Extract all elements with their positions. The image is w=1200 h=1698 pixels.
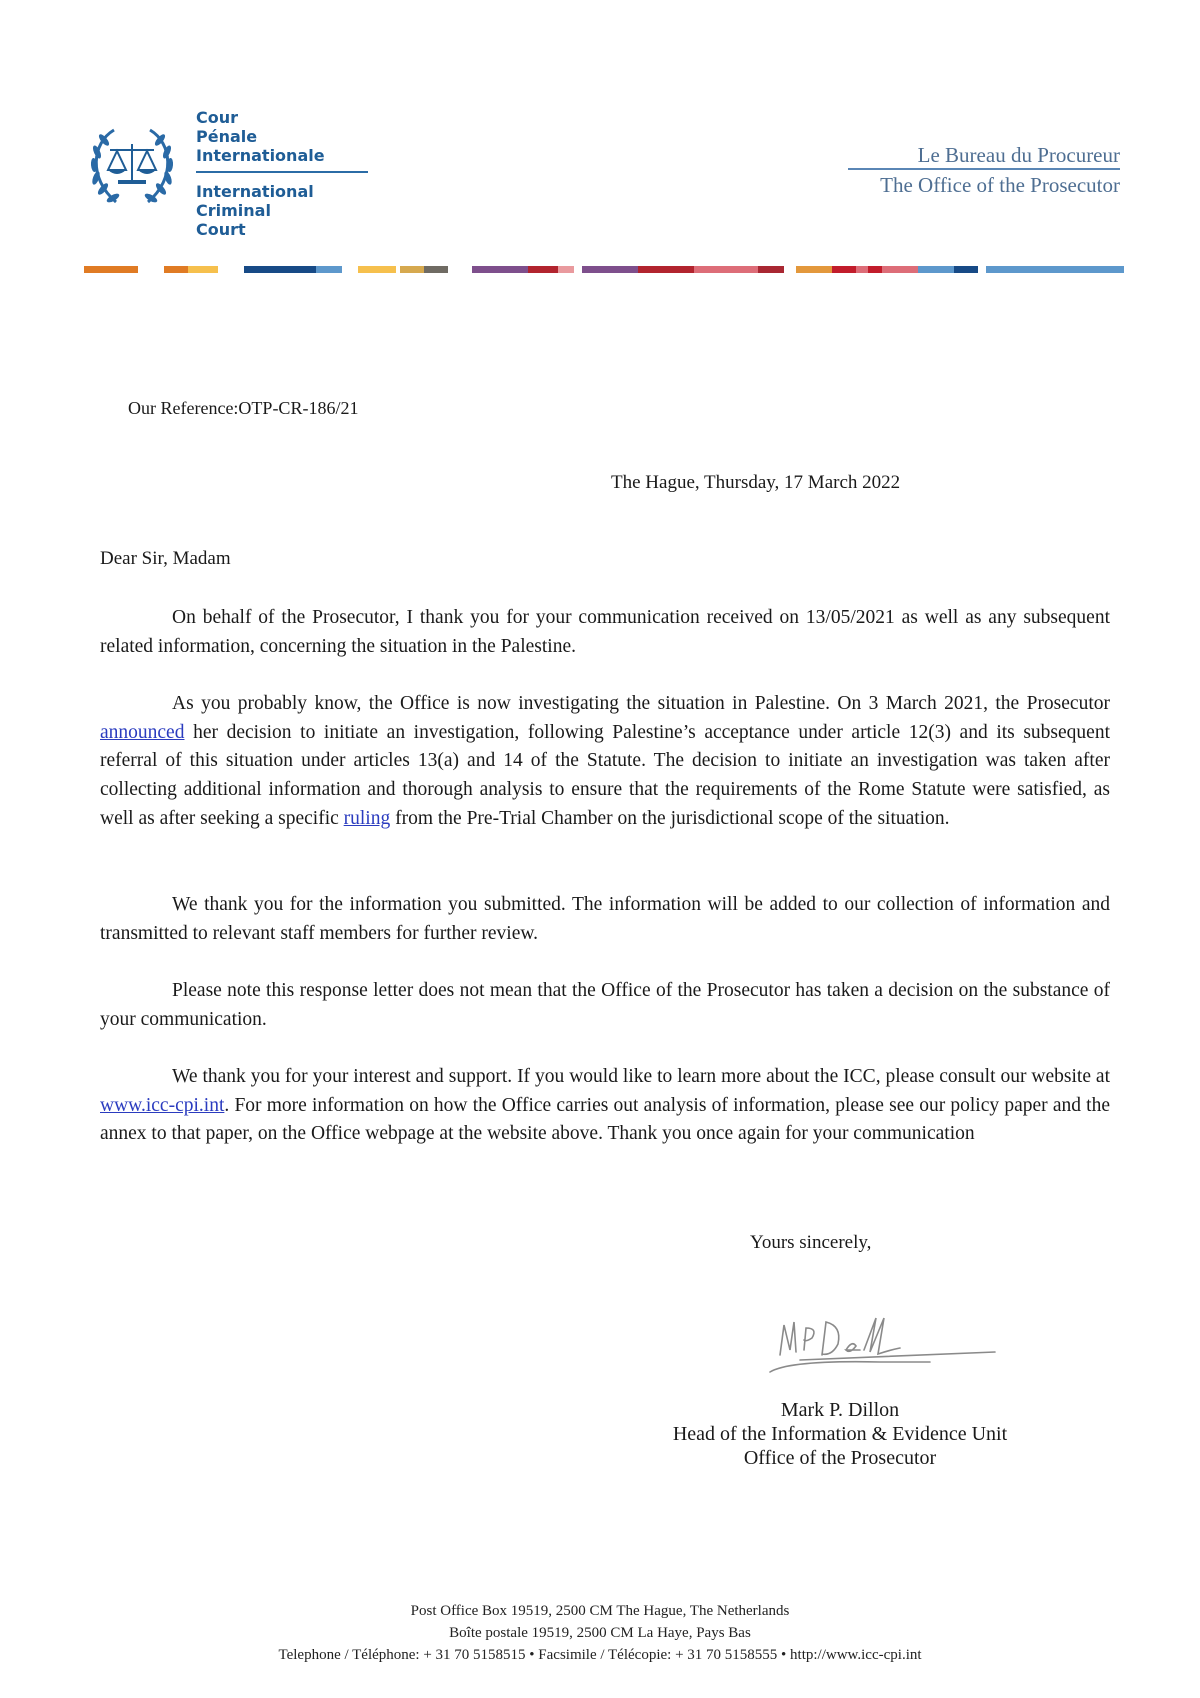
- office-name-french: Le Bureau du Procureur: [917, 143, 1120, 167]
- logo-text-english: [196, 182, 314, 239]
- announced-link[interactable]: announced: [100, 721, 185, 743]
- color-bar-segment: [954, 266, 978, 273]
- color-bar-segment: [694, 266, 758, 273]
- color-bar-segment: [424, 266, 448, 273]
- decorative-color-bar: [84, 266, 1124, 273]
- logo-text-french: [196, 108, 325, 165]
- logo-line: Criminal: [196, 201, 271, 220]
- logo-line: International: [196, 182, 314, 201]
- signature-block: [640, 1398, 1040, 1470]
- reference-number: Our Reference:OTP-CR-186/21: [128, 398, 359, 418]
- paragraph-text: We thank you for your interest and support. If you would like to learn more about the ICC, please consult our website at: [172, 1066, 1110, 1087]
- signer-title: Head of the Information & Evidence Unit: [672, 1423, 1008, 1445]
- signer-office: Office of the Prosecutor: [743, 1447, 937, 1469]
- color-bar-segment: [638, 266, 694, 273]
- color-bar-segment: [832, 266, 856, 273]
- paragraph-text: her decision to initiate an investigation, following Palestine’s acceptance under article 12(3) and its subsequent referral of this situation under articles 13(a) and 14 of the Statute. The decision to initiate an investigation was taken after collecting additional information and thorough analysis to ensure that the requirements of the Rome Statute were satisfied, as well as after seeking a specific: [100, 721, 1110, 829]
- color-bar-segment: [84, 266, 138, 273]
- paragraph-2: [100, 690, 1110, 834]
- footer-contact: Telephone / Téléphone: + 31 70 5158515 • Facsimile / Télécopie: + 31 70 5158555 • http://www.icc-cpi.int: [278, 1647, 922, 1663]
- color-bar-segment: [316, 266, 342, 273]
- color-bar-segment: [358, 266, 396, 273]
- office-heading: [880, 140, 1120, 200]
- office-divider: [848, 168, 1120, 170]
- signature-image: [760, 1310, 1010, 1390]
- logo-line: Court: [196, 220, 246, 239]
- paragraph-text: Please note this response letter does not mean that the Office of the Prosecutor has taken a decision on the substance of your communication.: [100, 980, 1110, 1030]
- letterhead-footer: [0, 1600, 1200, 1666]
- salutation: Dear Sir, Madam: [100, 548, 231, 569]
- letter-date: The Hague, Thursday, 17 March 2022: [611, 472, 901, 493]
- signer-name: Mark P. Dillon: [780, 1399, 900, 1421]
- logo-line: Internationale: [196, 146, 325, 165]
- paragraph-5: [100, 1063, 1110, 1149]
- footer-address-en: Post Office Box 19519, 2500 CM The Hague, The Netherlands: [410, 1603, 790, 1619]
- office-name-english: The Office of the Prosecutor: [880, 173, 1120, 197]
- color-bar-segment: [472, 266, 528, 273]
- logo-line: Pénale: [196, 127, 258, 146]
- color-bar-segment: [796, 266, 832, 273]
- paragraph-1: [100, 604, 1110, 661]
- color-bar-segment: [558, 266, 574, 273]
- color-bar-segment: [918, 266, 954, 273]
- paragraph-4: [100, 977, 1110, 1034]
- color-bar-segment: [528, 266, 558, 273]
- logo-line: Cour: [196, 108, 239, 127]
- icc-website-link[interactable]: www.icc-cpi.int: [100, 1094, 225, 1116]
- icc-emblem-icon: [84, 118, 180, 210]
- logo-divider: [196, 171, 368, 173]
- color-bar-segment: [882, 266, 918, 273]
- color-bar-segment: [758, 266, 784, 273]
- color-bar-segment: [400, 266, 424, 273]
- paragraph-text: . For more information on how the Office carries out analysis of information, please see our policy paper and the annex to that paper, on the Office webpage at the website above. Thank you once again for your communication: [100, 1094, 1110, 1145]
- paragraph-text: On behalf of the Prosecutor, I thank you for your communication received on 13/05/2021 as well as any subsequent related information, concerning the situation in the Palestine.: [100, 607, 1110, 657]
- color-bar-segment: [244, 266, 316, 273]
- paragraph-text: As you probably know, the Office is now investigating the situation in Palestine. On 3 March 2021, the Prosecutor: [172, 693, 1110, 714]
- paragraph-3: [100, 891, 1110, 948]
- color-bar-segment: [582, 266, 638, 273]
- ruling-link[interactable]: ruling: [343, 807, 391, 829]
- color-bar-segment: [868, 266, 882, 273]
- closing: Yours sincerely,: [750, 1232, 872, 1253]
- paragraph-text: We thank you for the information you submitted. The information will be added to our collection of information and transmitted to relevant staff members for further review.: [100, 894, 1110, 944]
- paragraph-text: from the Pre-Trial Chamber on the jurisdictional scope of the situation.: [390, 807, 950, 829]
- color-bar-segment: [188, 266, 218, 273]
- footer-address-fr: Boîte postale 19519, 2500 CM La Haye, Pays Bas: [449, 1625, 751, 1641]
- color-bar-segment: [986, 266, 1124, 273]
- color-bar-segment: [164, 266, 188, 273]
